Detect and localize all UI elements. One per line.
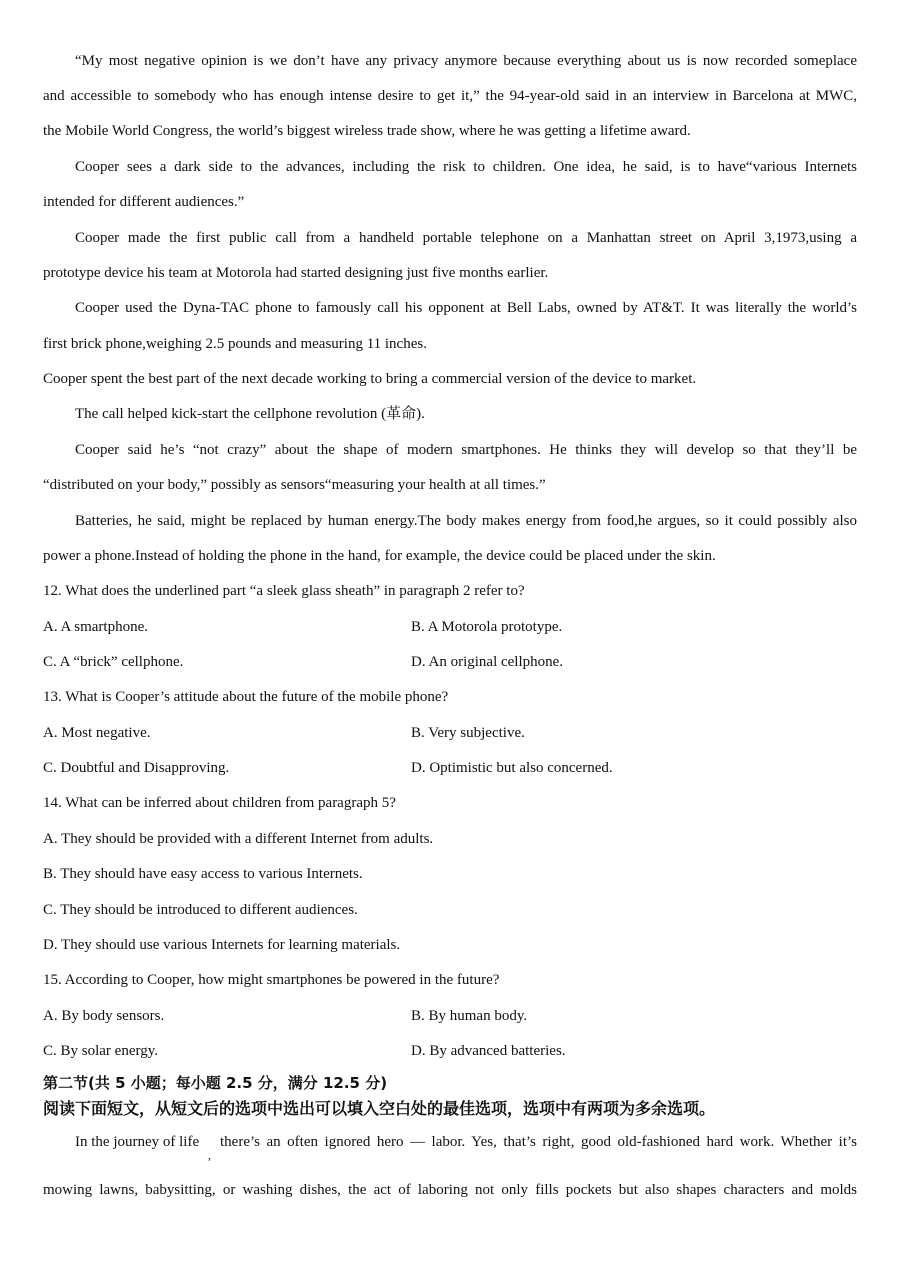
section-heading: 第二节(共 5 小题；每小题 2.5 分，满分 12.5 分) [43, 1074, 388, 1092]
option-d: D. Optimistic but also concerned. [411, 760, 613, 776]
question-stem: 13. What is Cooper’s attitude about the future of the mobile phone? [43, 689, 449, 705]
option-c: C. They should be introduced to different audiences. [43, 902, 358, 918]
passage-line: prototype device his team at Motorola had started designing just five months earlier. [43, 265, 549, 281]
option-d: D. They should use various Internets for learning materials. [43, 937, 401, 953]
option-d: D. By advanced batteries. [411, 1043, 566, 1059]
option-b: B. By human body. [411, 1008, 528, 1024]
passage-line: Cooper sees a dark side to the advances, including the risk to children. One idea, he said, is to have“various Internets [75, 159, 857, 175]
passage-line: Cooper used the Dyna-TAC phone to famously call his opponent at Bell Labs, owned by AT&T. It was literally the world’s [75, 300, 857, 316]
option-c: C. Doubtful and Disapproving. [43, 760, 230, 776]
option-a: A. They should be provided with a different Internet from adults. [43, 831, 434, 847]
question-stem: 12. What does the underlined part “a sleek glass sheath” in paragraph 2 refer to? [43, 583, 525, 599]
passage-line: intended for different audiences.” [43, 194, 245, 210]
passage-line: Batteries, he said, might be replaced by human energy.The body makes energy from food,he argues, so it could possibly also [75, 513, 857, 529]
passage2-line: mowing lawns, babysitting, or washing dishes, the act of laboring not only fills pockets but also shapes characters and molds [43, 1182, 857, 1198]
passage-line: Cooper made the first public call from a handheld portable telephone on a Manhattan street on April 3,1973,using a [75, 230, 857, 246]
question-stem: 15. According to Cooper, how might smartphones be powered in the future? [43, 972, 500, 988]
passage-line: “distributed on your body,” possibly as sensors“measuring your health at all times.” [43, 477, 546, 493]
passage-line: Cooper said he’s “not crazy” about the shape of modern smartphones. He thinks they will develop so that they’ll be [75, 442, 857, 458]
passage-line: power a phone.Instead of holding the phone in the hand, for example, the device could be placed under the skin. [43, 548, 716, 564]
question-stem: 14. What can be inferred about children from paragraph 5? [43, 795, 396, 811]
passage2-line-rest: there’s an often ignored hero — labor. Yes, that’s right, good old-fashioned hard work. Whether it’s [220, 1134, 857, 1150]
passage-line: Cooper spent the best part of the next decade working to bring a commercial version of the device to market. [43, 371, 697, 387]
passage-line: “My most negative opinion is we don’t have any privacy anymore because everything about us is now recorded someplace [75, 53, 857, 69]
option-b: B. Very subjective. [411, 725, 525, 741]
option-c: C. A “brick” cellphone. [43, 654, 184, 670]
option-c: C. By solar energy. [43, 1043, 158, 1059]
option-a: A. Most negative. [43, 725, 151, 741]
passage-line: The call helped kick-start the cellphone revolution (革命). [75, 406, 425, 422]
option-b: B. They should have easy access to various Internets. [43, 866, 363, 882]
passage-line: and accessible to somebody who has enough intense desire to get it,” the 94-year-old said in an interview in Barcelona at MWC, [43, 88, 857, 104]
passage-line: the Mobile World Congress, the world’s biggest wireless trade show, where he was getting a lifetime award. [43, 123, 691, 139]
passage-line: first brick phone,weighing 2.5 pounds and measuring 11 inches. [43, 336, 427, 352]
option-a: A. By body sensors. [43, 1008, 165, 1024]
section-instruction: 阅读下面短文，从短文后的选项中选出可以填入空白处的最佳选项，选项中有两项为多余选项。 [43, 1099, 716, 1118]
option-a: A. A smartphone. [43, 619, 148, 635]
passage2-line-start: In the journey of life [75, 1134, 200, 1150]
option-d: D. An original cellphone. [411, 654, 564, 670]
passage2-blank-comma: , [208, 1148, 211, 1162]
option-b: B. A Motorola prototype. [411, 619, 563, 635]
